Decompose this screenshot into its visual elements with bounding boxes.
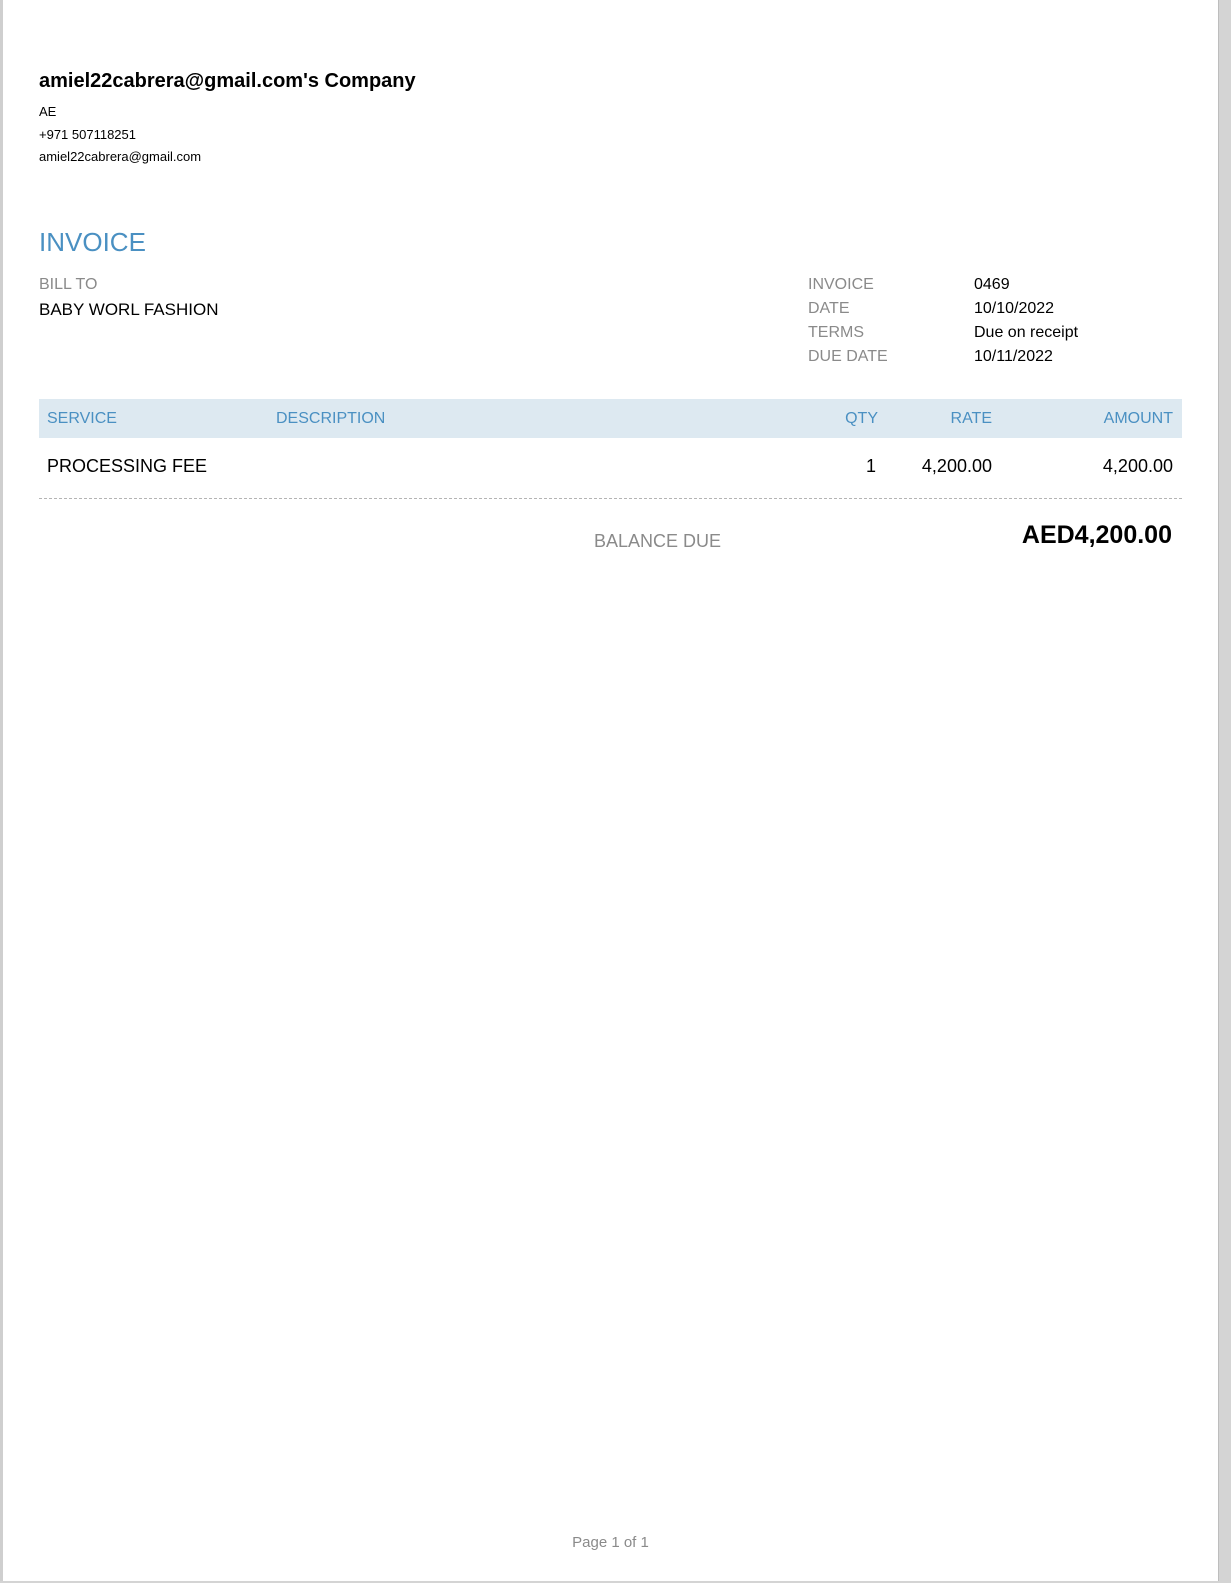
cell-rate: 4,200.00 bbox=[921, 456, 992, 476]
column-header-rate: RATE bbox=[950, 410, 992, 427]
cell-service: PROCESSING FEE bbox=[47, 456, 208, 476]
invoice-due-date: 10/11/2022 bbox=[974, 348, 1053, 365]
company-phone: +971 507118251 bbox=[39, 127, 136, 142]
company-email: amiel22cabrera@gmail.com bbox=[39, 149, 202, 164]
column-header-qty: QTY bbox=[845, 410, 878, 427]
balance-due-label: BALANCE DUE bbox=[594, 531, 722, 551]
table-row bbox=[39, 438, 1182, 499]
meta-label: DATE bbox=[808, 300, 850, 317]
invoice-date: 10/10/2022 bbox=[974, 300, 1055, 317]
document-title: INVOICE bbox=[39, 227, 146, 257]
line-items-header bbox=[39, 399, 1182, 438]
cell-qty: 1 bbox=[865, 456, 876, 476]
meta-label: INVOICE bbox=[808, 276, 874, 293]
column-header-description: DESCRIPTION bbox=[276, 410, 386, 427]
cell-amount: 4,200.00 bbox=[1102, 456, 1173, 476]
company-name: amiel22cabrera@gmail.com's Company bbox=[39, 70, 416, 92]
invoice-page bbox=[3, 0, 1218, 1581]
invoice-number: 0469 bbox=[974, 276, 1010, 293]
column-header-service: SERVICE bbox=[47, 410, 117, 427]
balance-due-amount: AED4,200.00 bbox=[1021, 521, 1172, 549]
meta-label: DUE DATE bbox=[808, 348, 888, 365]
meta-label: TERMS bbox=[808, 324, 864, 341]
column-header-amount: AMOUNT bbox=[1103, 410, 1173, 427]
bill-to-name: BABY WORL FASHION bbox=[39, 300, 219, 319]
company-country: AE bbox=[39, 104, 57, 119]
bill-to-label: BILL TO bbox=[39, 276, 98, 293]
invoice-terms: Due on receipt bbox=[974, 324, 1079, 341]
page-scrollbar-gutter bbox=[1218, 0, 1231, 1583]
page-number: Page 1 of 1 bbox=[572, 1534, 649, 1551]
